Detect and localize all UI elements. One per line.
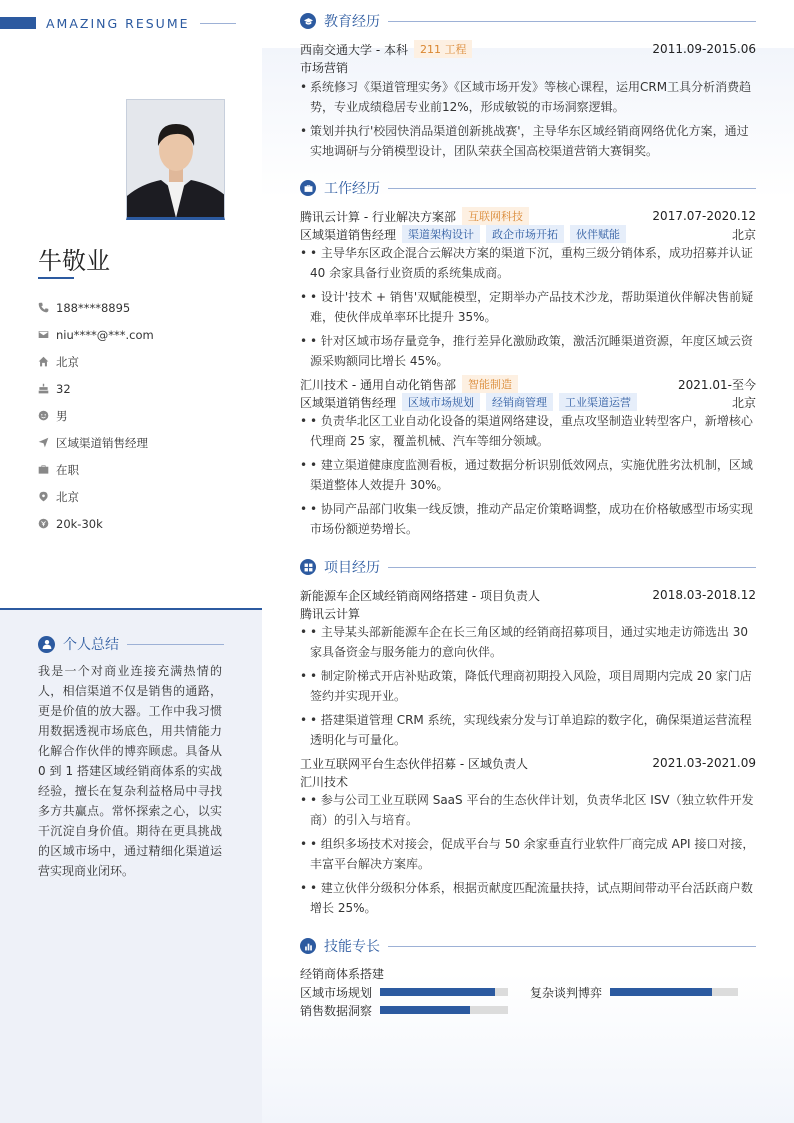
summary-title: 个人总结 xyxy=(63,637,119,653)
brand-bar xyxy=(0,17,36,29)
section-divider xyxy=(388,946,756,947)
bar-chart-icon xyxy=(300,938,316,954)
job-city: 北京 xyxy=(731,227,756,242)
section-title: 技能专长 xyxy=(324,939,380,955)
project-header-row xyxy=(300,754,756,772)
skill-bar xyxy=(380,1006,508,1014)
info-status xyxy=(38,456,238,483)
project-org-row xyxy=(300,772,756,790)
job-role-row xyxy=(300,225,756,243)
section-divider xyxy=(388,567,756,568)
skill-bar-fill xyxy=(380,1006,470,1014)
project-org: 腾讯云计算 xyxy=(300,606,361,621)
project-bullet: • • 组织多场技术对接会，促成平台与 50 余家垂直行业软件厂商完成 API 接口对接，丰富平台解决方案库。 xyxy=(300,834,756,874)
project-bullet: • • 建立伙伴分级积分体系，根据贡献度匹配流量扶持，试点期间带动平台活跃商户数增长 25%。 xyxy=(300,878,756,918)
skill-name: 销售数据洞察 xyxy=(300,1003,373,1018)
skills-header xyxy=(300,937,756,955)
skill-bar xyxy=(380,988,508,996)
phone-icon xyxy=(38,302,56,313)
section-title: 项目经历 xyxy=(324,560,380,576)
info-location xyxy=(38,483,238,510)
briefcase-icon xyxy=(300,180,316,196)
briefcase-icon xyxy=(38,464,56,475)
job-date: 2021.01-至今 xyxy=(678,377,756,392)
project-bullet: • • 参与公司工业互联网 SaaS 平台的生态伙伴计划，负责华北区 ISV（独立软件开发商）的引入与培育。 xyxy=(300,790,756,830)
cake-icon xyxy=(38,383,56,394)
info-residence xyxy=(38,348,238,375)
info-gender xyxy=(38,402,238,429)
skill-tag: 伙伴赋能 xyxy=(570,225,626,243)
projects-header xyxy=(300,558,756,576)
project-org-row xyxy=(300,604,756,622)
job-role-row xyxy=(300,393,756,411)
project-name: 新能源车企区域经销商网络搭建 - 项目负责人 xyxy=(300,588,540,603)
education-row xyxy=(300,40,756,58)
job-bullet: • • 建立渠道健康度监测看板，通过数据分析识别低效网点，实施优胜劣汰机制，区域渠道整体人效提升 30%。 xyxy=(300,455,756,495)
info-target-role xyxy=(38,429,238,456)
skill-tag: 区域市场规划 xyxy=(402,393,480,411)
info-value: 20k-30k xyxy=(56,516,103,531)
info-email xyxy=(38,321,238,348)
job-city: 北京 xyxy=(731,395,756,410)
graduation-cap-icon xyxy=(300,13,316,29)
info-value: niu****@***.com xyxy=(56,327,154,342)
project-bullet: • • 主导某头部新能源车企在长三角区域的经销商招募项目，通过实地走访筛选出 30 家具备资金与服务能力的意向伙伴。 xyxy=(300,622,756,662)
skill-item xyxy=(530,983,738,1001)
major-row xyxy=(300,58,756,76)
info-value: 32 xyxy=(56,381,71,396)
project-bullet: • • 搭建渠道管理 CRM 系统，实现线索分发与订单追踪的数字化，确保渠道运营流程透明化与可量化。 xyxy=(300,710,756,750)
job-header-row xyxy=(300,375,756,393)
brand-text: AMAZING RESUME xyxy=(46,15,190,31)
info-value: 北京 xyxy=(56,354,79,369)
industry-tag: 互联网科技 xyxy=(462,207,529,225)
skill-tag: 渠道架构设计 xyxy=(402,225,480,243)
skill-tag: 经销商管理 xyxy=(486,393,553,411)
section-title: 教育经历 xyxy=(324,14,380,30)
info-age xyxy=(38,375,238,402)
education-bullet: • 系统修习《渠道管理实务》《区域市场开发》等核心课程，运用CRM工具分析消费趋势，专业成绩稳居专业前12%，形成敏锐的市场洞察逻辑。 xyxy=(300,77,756,117)
education-header xyxy=(300,12,756,30)
project-date: 2018.03-2018.12 xyxy=(652,588,756,602)
industry-tag: 智能制造 xyxy=(462,375,518,393)
info-value: 在职 xyxy=(56,462,79,477)
brand-divider xyxy=(200,23,236,24)
work-header xyxy=(300,179,756,197)
job-header-row xyxy=(300,207,756,225)
skill-tag: 工业渠道运营 xyxy=(559,393,637,411)
job-bullet: • • 设计'技术 + 销售'双赋能模型，定期举办产品技术沙龙，帮助渠道伙伴解决售前疑难，使伙伴成单率环比提升 35%。 xyxy=(300,287,756,327)
skill-item xyxy=(300,983,508,1001)
skill-bar-fill xyxy=(610,988,712,996)
mail-icon xyxy=(38,329,56,340)
section-title: 工作经历 xyxy=(324,181,380,197)
brand-header xyxy=(0,15,236,31)
summary-text: 我是一个对商业连接充满热情的人，相信渠道不仅是销售的通路，更是价值的放大器。工作中我习惯用数据透视市场底色，用共情能力化解合作伙伴的博弈顾虑。具备从 0 到 1 搭建区域经销商体系的实战经验，擅长在复杂利益格局中寻找多方共赢点。常怀探索之心，以实干沉淀自身价值。期待在更具挑战的区域市场中，通过精细化渠道运营实现商业闭环。 xyxy=(38,664,222,878)
skill-name: 区域市场规划 xyxy=(300,985,373,1000)
section-divider xyxy=(388,188,756,189)
section-divider xyxy=(127,644,224,645)
candidate-name: 牛敬业 xyxy=(38,247,110,275)
info-phone xyxy=(38,294,238,321)
major: 市场营销 xyxy=(300,60,349,75)
project-date: 2021.03-2021.09 xyxy=(652,756,756,770)
info-value: 男 xyxy=(56,408,68,423)
skill-bar-fill xyxy=(380,988,495,996)
info-value: 北京 xyxy=(56,489,79,504)
avatar-photo xyxy=(126,99,225,220)
salary-icon xyxy=(38,518,56,529)
info-value: 区域渠道销售经理 xyxy=(56,435,148,450)
project-name: 工业互联网平台生态伙伴招募 - 区域负责人 xyxy=(300,756,528,771)
send-icon xyxy=(38,437,56,448)
skills-subtitle: 经销商体系搭建 xyxy=(300,967,385,981)
school-name: 西南交通大学 - 本科 xyxy=(300,42,408,57)
location-icon xyxy=(38,491,56,502)
contact-info-list xyxy=(38,294,238,537)
info-salary xyxy=(38,510,238,537)
info-value: 188****8895 xyxy=(56,300,131,315)
company-name: 汇川技术 - 通用自动化销售部 xyxy=(300,377,456,392)
job-bullet: • • 针对区域市场存量竞争，推行差异化激励政策，激活沉睡渠道资源，年度区域云资源采购额同比增长 45%。 xyxy=(300,331,756,371)
job-role: 区域渠道销售经理 xyxy=(300,227,397,242)
company-name: 腾讯云计算 - 行业解决方案部 xyxy=(300,209,456,224)
name-underline xyxy=(38,277,74,279)
skill-tag: 政企市场开拓 xyxy=(486,225,564,243)
school-tag: 211 工程 xyxy=(414,40,473,58)
gender-icon xyxy=(38,410,56,421)
education-bullet: • 策划并执行'校园快消品渠道创新挑战赛'，主导华东区域经销商网络优化方案，通过实地调研与分销模型设计，团队荣获全国高校渠道营销大赛铜奖。 xyxy=(300,121,756,161)
job-bullet: • • 负责华北区工业自动化设备的渠道网络建设，重点攻坚制造业转型客户，新增核心代理商 25 家，覆盖机械、汽车等细分领域。 xyxy=(300,411,756,451)
job-bullet: • • 协同产品部门收集一线反馈，推动产品定价策略调整，成功在价格敏感型市场实现市场份额逆势增长。 xyxy=(300,499,756,539)
project-header-row xyxy=(300,586,756,604)
project-org: 汇川技术 xyxy=(300,774,349,789)
skill-name: 复杂谈判博弈 xyxy=(530,985,603,1000)
user-icon xyxy=(38,636,55,653)
job-date: 2017.07-2020.12 xyxy=(652,209,756,223)
job-bullet: • • 主导华东区政企混合云解决方案的渠道下沉，重构三级分销体系，成功招募并认证 40 余家具备行业资质的系统集成商。 xyxy=(300,243,756,283)
section-divider xyxy=(388,21,756,22)
summary-header xyxy=(38,634,224,654)
skill-item xyxy=(300,1001,508,1019)
project-bullet: • • 制定阶梯式开店补贴政策，降低代理商初期投入风险，项目周期内完成 20 家门店签约并实现开业。 xyxy=(300,666,756,706)
education-date: 2011.09-2015.06 xyxy=(652,42,756,56)
home-icon xyxy=(38,356,56,367)
job-role: 区域渠道销售经理 xyxy=(300,395,397,410)
grid-icon xyxy=(300,559,316,575)
skill-bar xyxy=(610,988,738,996)
